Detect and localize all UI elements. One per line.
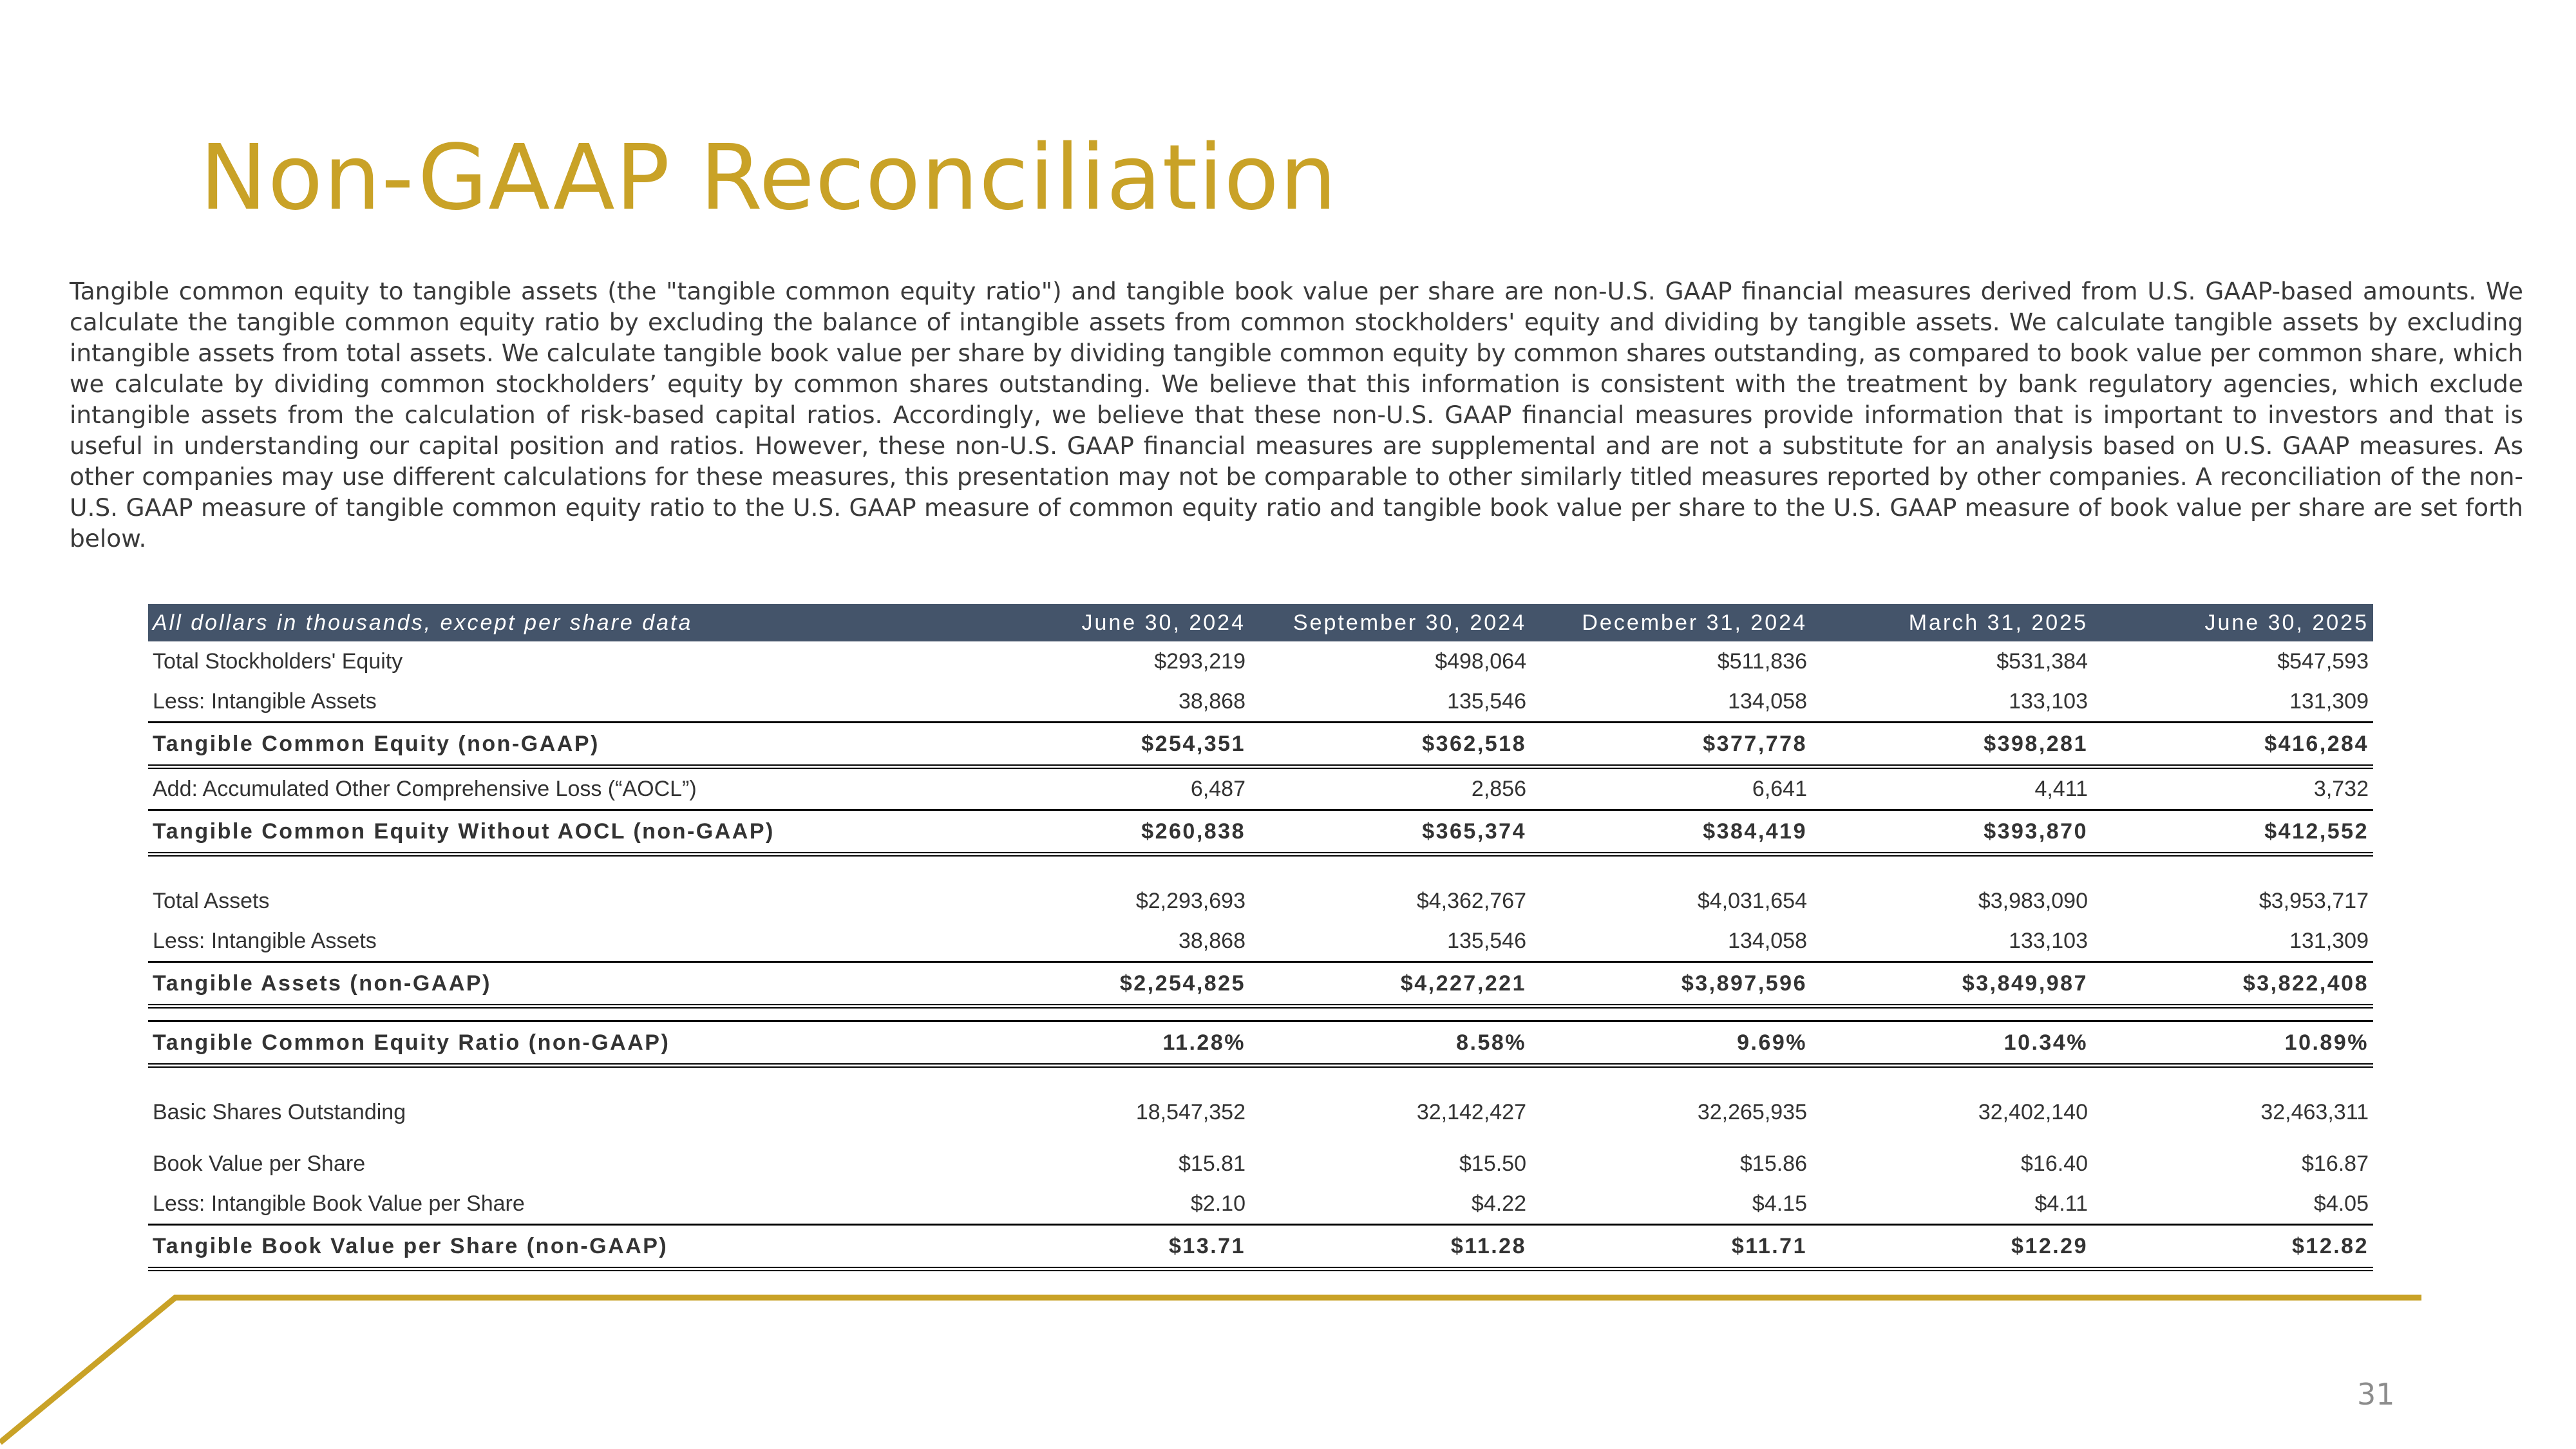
- cell: $260,838: [969, 810, 1250, 855]
- header-col-4: March 31, 2025: [1812, 604, 2092, 641]
- cell: 133,103: [2009, 928, 2088, 953]
- cell: 9.69%: [1531, 1021, 1812, 1066]
- header-col-5: June 30, 2025: [2092, 604, 2373, 641]
- row-label: Tangible Assets (non-GAAP): [148, 962, 969, 1007]
- cell: $365,374: [1250, 810, 1531, 855]
- cell: $15.50: [1459, 1151, 1526, 1176]
- row-label: Basic Shares Outstanding: [153, 1099, 406, 1124]
- cell: $254,351: [969, 723, 1250, 767]
- cell: $293,219: [1154, 649, 1245, 674]
- cell: $3,822,408: [2092, 962, 2373, 1007]
- cell: $384,419: [1531, 810, 1812, 855]
- row-label: Tangible Book Value per Share (non-GAAP): [148, 1225, 969, 1269]
- header-label: All dollars in thousands, except per share data: [148, 604, 969, 641]
- cell: $393,870: [1812, 810, 2092, 855]
- cell: $4,362,767: [1416, 888, 1526, 913]
- cell: $13.71: [969, 1225, 1250, 1269]
- cell: 38,868: [1179, 928, 1245, 953]
- cell: 8.58%: [1250, 1021, 1531, 1066]
- row-label: Tangible Common Equity Without AOCL (non-GAAP): [148, 810, 969, 855]
- row-label: Tangible Common Equity (non-GAAP): [148, 723, 969, 767]
- cell: $547,593: [2277, 649, 2369, 674]
- cell: $377,778: [1531, 723, 1812, 767]
- cell: 131,309: [2289, 928, 2369, 953]
- cell: $12.29: [1812, 1225, 2092, 1269]
- cell: $4.22: [1471, 1191, 1526, 1216]
- row-label: Less: Intangible Assets: [153, 928, 377, 953]
- header-col-2: September 30, 2024: [1250, 604, 1531, 641]
- cell: $398,281: [1812, 723, 2092, 767]
- row-label: Total Assets: [153, 888, 270, 913]
- cell: 32,265,935: [1697, 1099, 1807, 1124]
- row-label: Book Value per Share: [153, 1151, 366, 1176]
- header-col-3: December 31, 2024: [1531, 604, 1812, 641]
- cell: 135,546: [1447, 688, 1526, 714]
- row-label: Less: Intangible Book Value per Share: [153, 1191, 525, 1216]
- cell: $4,227,221: [1250, 962, 1531, 1007]
- cell: $12.82: [2092, 1225, 2373, 1269]
- cell: $498,064: [1435, 649, 1526, 674]
- cell: $412,552: [2092, 810, 2373, 855]
- cell: 3,732: [2313, 776, 2369, 801]
- cell: $15.81: [1179, 1151, 1245, 1176]
- cell: $4,031,654: [1697, 888, 1807, 913]
- cell: $2.10: [1190, 1191, 1245, 1216]
- cell: 10.34%: [1812, 1021, 2092, 1066]
- cell: 32,463,311: [2260, 1099, 2369, 1124]
- page-number: 31: [2357, 1377, 2395, 1412]
- cell: 32,402,140: [1978, 1099, 2088, 1124]
- cell: $16.87: [2302, 1151, 2369, 1176]
- cell: 11.28%: [969, 1021, 1250, 1066]
- cell: $4.15: [1752, 1191, 1807, 1216]
- cell: 133,103: [2009, 688, 2088, 714]
- cell: $4.05: [2313, 1191, 2369, 1216]
- cell: 6,641: [1752, 776, 1807, 801]
- cell: 10.89%: [2092, 1021, 2373, 1066]
- cell: $3,897,596: [1531, 962, 1812, 1007]
- row-label: Add: Accumulated Other Comprehensive Loss (“AOCL”): [153, 776, 697, 801]
- cell: $16.40: [2021, 1151, 2088, 1176]
- intro-paragraph: Tangible common equity to tangible assets (the "tangible common equity ratio") and tangible book value per share are non-U.S. GAAP financial measures derived from U.S. GAAP-based amounts. We calculate the tangible common equity ratio by excluding the balance of intangible assets from common stockholders' equity and dividing by tangible assets. We calculate tangible assets by excluding intangible assets from total assets. We calculate tangible book value per share by dividing tangible common equity by common shares outstanding, as compared to book value per common share, which we calculate by dividing common stockholders’ equity by common shares outstanding. We believe that this information is consistent with the treatment by bank regulatory agencies, which exclude intangible assets from the calculation of risk-based capital ratios. Accordingly, we believe that these non-U.S. GAAP financial measures provide information that is important to investors and that is useful in understanding our capital position and ratios. However, these non-U.S. GAAP financial measures are supplemental and are not a substitute for an analysis based on U.S. GAAP measures. As other companies may use different calculations for these measures, this presentation may not be comparable to other similarly titled measures reported by other companies. A reconciliation of the non-U.S. GAAP measure of tangible common equity ratio to the U.S. GAAP measure of common equity ratio and tangible book value per share to the U.S. GAAP measure of book value per share are set forth below.: [70, 277, 2523, 553]
- cell: $3,953,717: [2259, 888, 2369, 913]
- cell: $3,849,987: [1812, 962, 2092, 1007]
- cell: $11.71: [1531, 1225, 1812, 1269]
- cell: 38,868: [1179, 688, 1245, 714]
- cell: 134,058: [1728, 688, 1807, 714]
- cell: $11.28: [1250, 1225, 1531, 1269]
- row-label: Less: Intangible Assets: [153, 688, 377, 714]
- cell: $4.11: [2034, 1191, 2088, 1216]
- cell: 6,487: [1190, 776, 1245, 801]
- cell: 2,856: [1471, 776, 1526, 801]
- row-label: Tangible Common Equity Ratio (non-GAAP): [148, 1021, 969, 1066]
- header-col-1: June 30, 2024: [969, 604, 1250, 641]
- cell: 4,411: [2034, 776, 2088, 801]
- cell: $362,518: [1250, 723, 1531, 767]
- page-title: Non-GAAP Reconciliation: [200, 126, 1338, 231]
- row-label: Total Stockholders' Equity: [153, 649, 403, 674]
- cell: 18,547,352: [1135, 1099, 1245, 1124]
- cell: 134,058: [1728, 928, 1807, 953]
- cell: $3,983,090: [1978, 888, 2088, 913]
- cell: $2,254,825: [969, 962, 1250, 1007]
- cell: 32,142,427: [1416, 1099, 1526, 1124]
- cell: 135,546: [1447, 928, 1526, 953]
- cell: 131,309: [2289, 688, 2369, 714]
- cell: $15.86: [1740, 1151, 1807, 1176]
- cell: $2,293,693: [1135, 888, 1245, 913]
- cell: $531,384: [1996, 649, 2088, 674]
- cell: $511,836: [1717, 649, 1807, 674]
- gold-accent-polyline: [0, 1298, 2421, 1443]
- cell: $416,284: [2092, 723, 2373, 767]
